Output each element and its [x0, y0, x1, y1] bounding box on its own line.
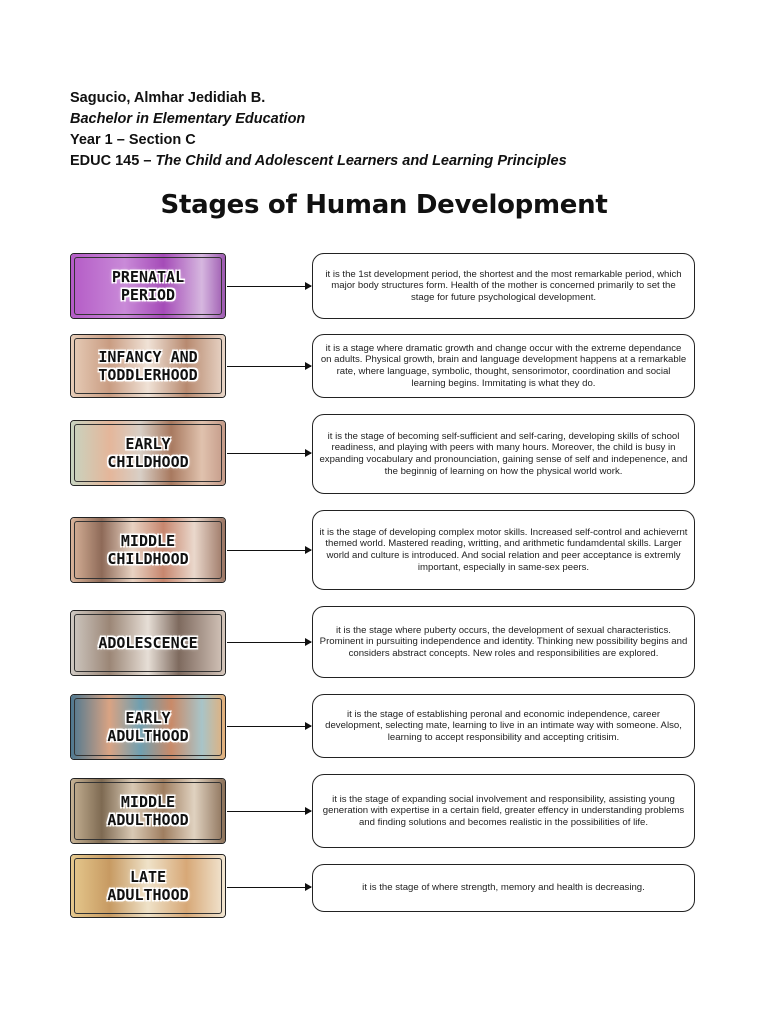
stage-description: it is the stage of expanding social involvement and responsibility, assisting young generation with expertise in a certain field, greater effency in understanding problems and finding solutions and becomes realistic in the possibilities of life. — [312, 774, 695, 848]
stage-image-tile — [70, 854, 226, 918]
year-section: Year 1 – Section C — [70, 132, 196, 148]
stage-description: it is a stage where dramatic growth and change occur with the extreme dependance on adults. Physical growth, brain and language development happens at a remarkable rate, where language, symbolic, thought, sensorimotor, coordination and social learning begins. Immitating is what they do. — [312, 334, 695, 398]
stage-description: it is the stage of establishing peronal and economic independence, career development, selecting mate, learning to live in an intimate way with someone. Also, learning to accept responsibility and accepting critisim. — [312, 694, 695, 758]
stage-label: PRENATAL PERIOD — [111, 268, 185, 304]
arrow-connector — [227, 453, 311, 454]
stage-label: INFANCY AND TODDLERHOOD — [98, 348, 198, 384]
arrow-connector — [227, 811, 311, 812]
stage-label: EARLY ADULTHOOD — [107, 709, 189, 745]
stage-description: it is the stage of developing complex motor skills. Increased self-control and achievernt themed world. Mastered reading, writting, and arithmetic fundamdental skills. Larger world and culture is introduced. And social relation and peer acceptance is extremly important, especially in same-sex peers. — [312, 510, 695, 590]
stage-image-tile — [70, 420, 226, 486]
arrow-connector — [227, 286, 311, 287]
arrow-connector — [227, 550, 311, 551]
stage-image-tile — [70, 253, 226, 319]
arrow-connector — [227, 887, 311, 888]
stage-image-tile — [70, 517, 226, 583]
page-title: Stages of Human Development — [160, 190, 608, 220]
header-block — [70, 88, 567, 172]
course-code: EDUC 145 – — [70, 153, 152, 169]
stage-image-tile — [70, 694, 226, 760]
stage-label: MIDDLE CHILDHOOD — [107, 532, 189, 568]
arrow-connector — [227, 642, 311, 643]
stage-description: it is the stage where puberty occurs, the development of sexual characteristics. Prominent in pursuiting independence and identity. Thinking new possibility begins and considers abstract concepts. New roles and responsibilities are explored. — [312, 606, 695, 678]
stage-label: ADOLESCENCE — [98, 634, 198, 652]
course-line — [70, 151, 567, 172]
stage-description: it is the stage of where strength, memory and health is decreasing. — [312, 864, 695, 912]
stage-image-tile — [70, 334, 226, 398]
student-name: Sagucio, Almhar Jedidiah B. — [70, 90, 266, 106]
arrow-connector — [227, 366, 311, 367]
stage-label: EARLY CHILDHOOD — [107, 435, 189, 471]
program-name: Bachelor in Elementary Education — [70, 111, 306, 127]
stage-image-tile — [70, 610, 226, 676]
arrow-connector — [227, 726, 311, 727]
stage-image-tile — [70, 778, 226, 844]
stage-label: MIDDLE ADULTHOOD — [107, 793, 189, 829]
stage-label: LATE ADULTHOOD — [107, 868, 189, 904]
course-title: The Child and Adolescent Learners and Learning Principles — [155, 153, 567, 169]
stage-description: it is the stage of becoming self-sufficient and self-caring, developing skills of school readiness, and playing with peers with many hours. Moreover, the child is busy in expanding vocabulary and pronounciation, gaining sense of self and indepenence, and the beginnig of learning on how the physical world work. — [312, 414, 695, 494]
stage-description: it is the 1st development period, the shortest and the most remarkable period, which major body structures form. Health of the mother is concerned primarily to set the stage for future psychological development. — [312, 253, 695, 319]
